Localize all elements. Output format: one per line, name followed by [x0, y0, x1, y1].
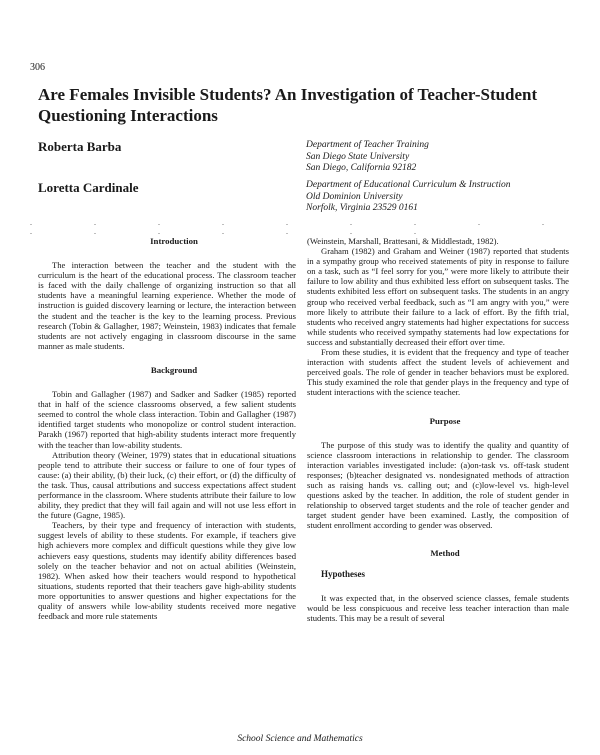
- left-column: [38, 236, 296, 621]
- paragraph: (Weinstein, Marshall, Brattesani, & Middlestadt, 1982).: [307, 236, 499, 246]
- paragraph: Teachers, by their type and frequency of interaction with students, suggest levels of ability to these students. For example, if teachers give high achievers more complex and difficult questions while they give low achievers easy questions, students may identify ability differences based solely on the teacher behavior and not on actual abilities (Weinstein, 1982). When asked how their teachers would respond to hypothetical situations, students reported that their teachers gave high-ability students more opportunities to answer questions and higher expectations for the quality of answers while low-ability students received more negative feedback and more rule statements: [38, 520, 296, 622]
- section-heading-method: Method: [430, 548, 460, 559]
- right-column: [307, 236, 569, 623]
- author-affiliation-1: [306, 140, 429, 175]
- journal-footer: School Science and Mathematics: [237, 734, 363, 744]
- page-number: 306: [30, 62, 45, 73]
- affiliation-line: San Diego, California 92182: [306, 163, 417, 173]
- paragraph: Attribution theory (Weiner, 1979) states that in educational situations people tend to attribute their success or failure to one of four types of cause: (a) their ability, (b) their luck, (c) their effort, or (d) the difficulty of the task. Thus, causal attributions and success expectations affect student performance in the classroom. Where students attribute their failure to low ability, they predict that they will fail again and will not use less effort in the future (Gagne, 1985).: [38, 449, 296, 521]
- paragraph: From these studies, it is evident that the frequency and type of teacher interaction with students affect the student levels of achievement and perceived goals. The role of gender in teacher behaviors must be explored. This study examined the role that gender plays in the frequency and type of student interactions with the science teacher.: [307, 347, 569, 398]
- paragraph: The purpose of this study was to identify the quality and quantity of science classroom interactions in relationship to gender. The classroom interaction variables investigated include: (a)on-task vs. off-task student responses; (b)teacher designated vs. nondesignated methods of attraction such as raising hands vs. calling out; and (c)low-level vs. high-level questions asked by the teacher. In addition, the role of student gender in relationship to observed target students and the role of teacher gender and target student gender have been examined. Lastly, the composition of student enrollment according to gender was observed.: [307, 439, 569, 531]
- section-heading-background: Background: [150, 364, 198, 375]
- section-heading-introduction: Introduction: [150, 236, 198, 246]
- affiliation-line: Department of Educational Curriculum & Instruction: [306, 180, 511, 190]
- paragraph: It was expected that, in the observed science classes, female students would be less conspicuous and receive less teacher interaction than male students. This may be a result of several: [307, 592, 569, 623]
- paragraph: Tobin and Gallagher (1987) and Sadker and Sadker (1985) reported that in half of the science classrooms observed, a few salient students seemed to control the whole class interaction. Tobin and Gallagher (1987) identified target students who monopolize or control student interaction. Parakh (1967) reported that high-ability students interact more frequently with the teacher than low-ability students.: [38, 389, 296, 450]
- article-title: Are Females Invisible Students? An Investigation of Teacher-Student Questioning Interactions: [38, 85, 538, 125]
- author-name-2: Loretta Cardinale: [38, 180, 139, 195]
- paragraph: The interaction between the teacher and the student with the curriculum is the heart of the educational process. The classroom teacher is faced with the daily challenge of organizing instruction so that all students have a meaningful learning experience. Whether the mode of instruction is guided discovery learning or lecture, the interaction between the student and the teacher is the key to the learning process. Previous research (Tobin & Gallagher, 1987; Weinstein, 1983) indicates that female students are not actively engaging in classroom discourse in the same manner as male students.: [38, 260, 296, 351]
- author-name-1: Roberta Barba: [38, 139, 122, 154]
- affiliation-line: Norfolk, Virginia 23529 0161: [306, 203, 418, 213]
- section-heading-purpose: Purpose: [429, 415, 461, 426]
- affiliation-line: Department of Teacher Training: [306, 140, 429, 150]
- paragraph: Graham (1982) and Graham and Weiner (1987) reported that students in a sympathy group who received statements of pity in response to failure on a task, such as “I feel sorry for you,” were more likely to attribute their failure to low ability and thus exhibited less effort on subsequent tasks. The students exhibited less effort on subsequent tasks. The students in an angry group who received verbal feedback, such as “I am angry with you,” were more likely to attribute their failure to a lack of effort. By the fifth trial, students who received angry statements had higher expectations for success while students who received sympathy statements had low expectations for success and substantially decreased their effort over time.: [307, 246, 569, 347]
- affiliation-line: San Diego State University: [306, 151, 410, 162]
- affiliation-line: Old Dominion University: [306, 191, 403, 202]
- subsection-heading-hypotheses: Hypotheses: [321, 568, 366, 579]
- author-affiliation-2: [306, 180, 511, 215]
- separator-dots: . . . . . . . . . . . . . . . .: [30, 218, 574, 236]
